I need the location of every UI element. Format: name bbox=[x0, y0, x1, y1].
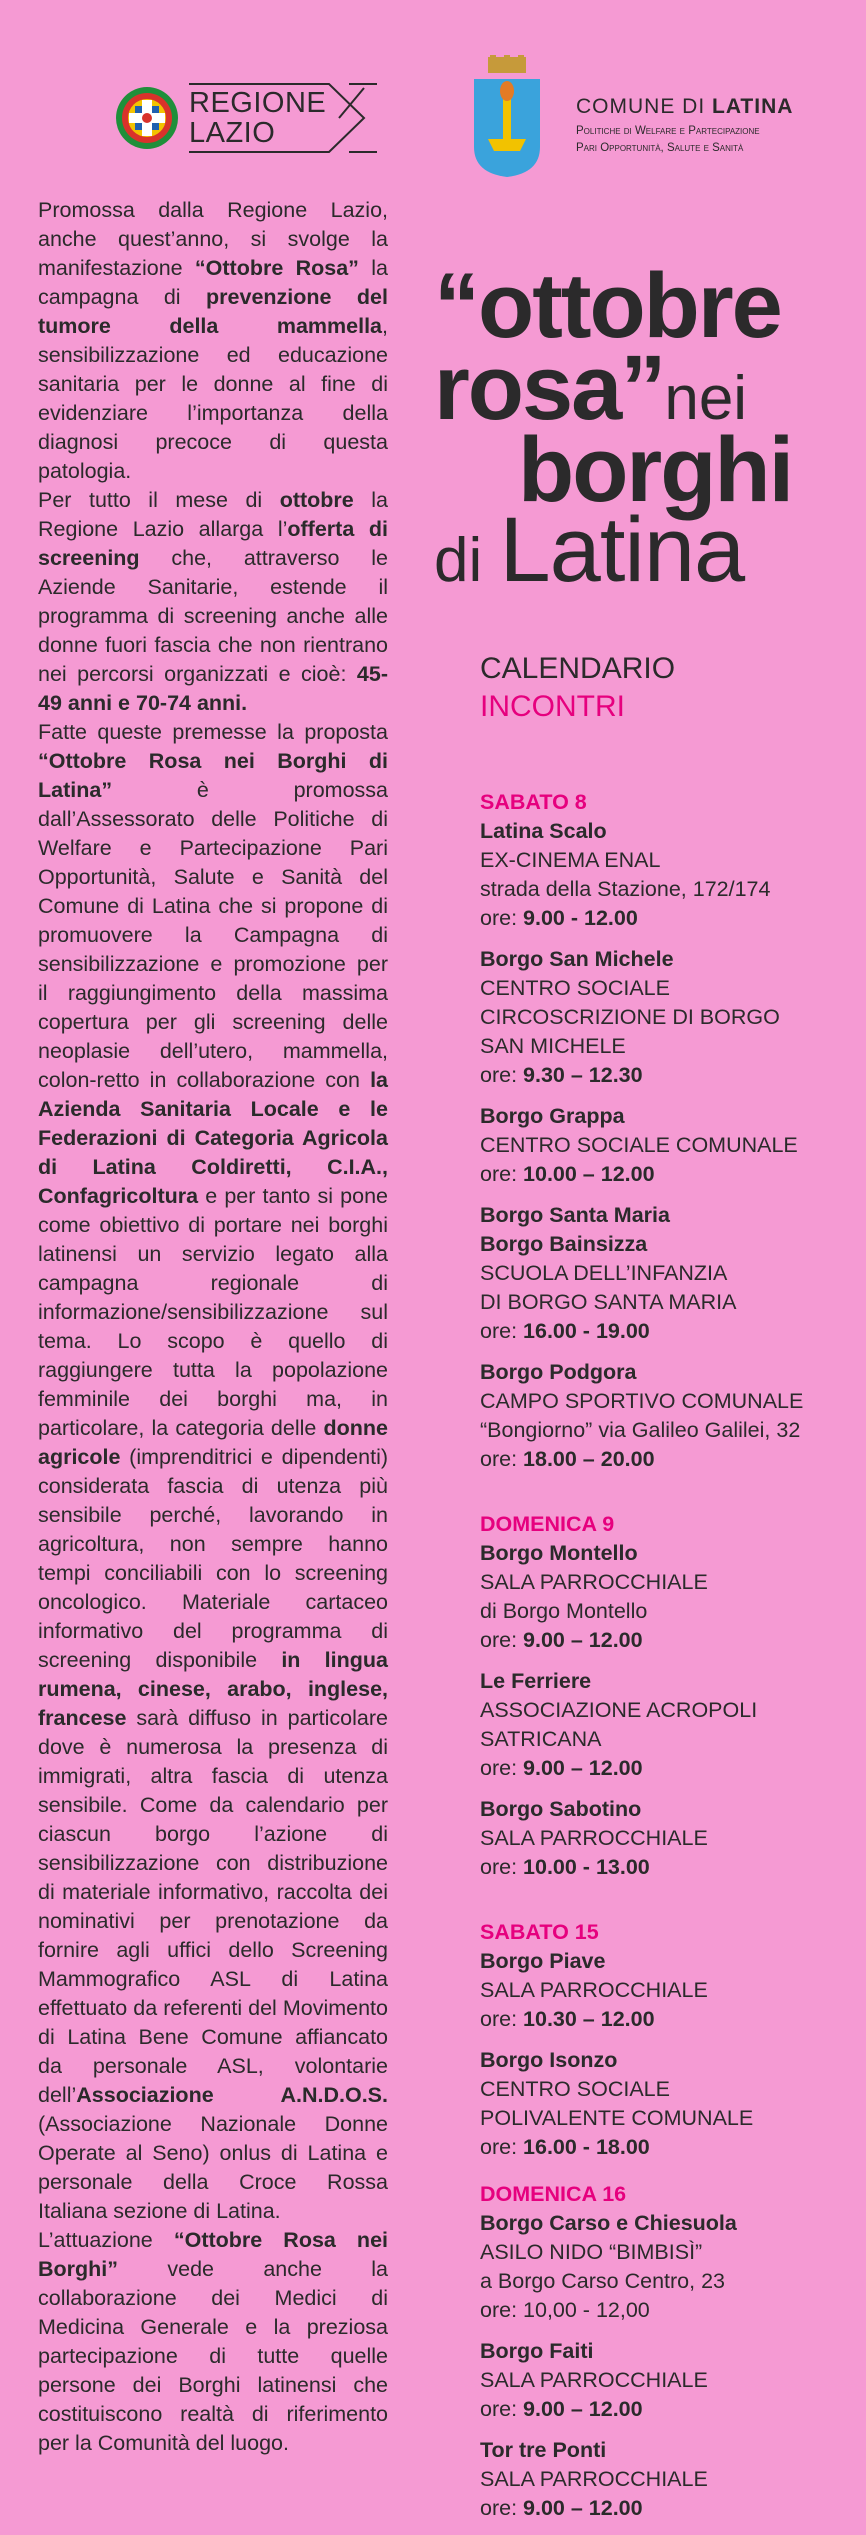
intro-paragraph-1 bbox=[38, 196, 388, 486]
calendar-event bbox=[480, 1795, 860, 1882]
event-hours-label: ore: bbox=[480, 1855, 524, 1879]
event-venue-line: CENTRO SOCIALE COMUNALE bbox=[480, 1133, 798, 1157]
event-venue-line: POLIVALENTE COMUNALE bbox=[480, 2106, 754, 2130]
intro-text-run: Per tutto il mese di bbox=[38, 488, 280, 512]
title-nei: nei bbox=[664, 364, 748, 433]
intro-bold-text: “Ottobre Rosa nei Borghi di Latina” bbox=[38, 749, 388, 802]
regione-lazio-emblem-icon bbox=[113, 84, 181, 152]
event-location-name: Borgo Santa Maria bbox=[480, 1203, 670, 1227]
event-location-name: Le Ferriere bbox=[480, 1669, 592, 1693]
event-hours-value: 9.00 – 12.00 bbox=[523, 2496, 643, 2520]
intro-paragraph-2 bbox=[38, 486, 388, 718]
intro-text-run: (imprenditrici e dipendenti) considerata fascia di utenza più sensibile perché, lavorando in agricoltura, non sempre hanno tempi conciliabili con lo screening oncologico. Materiale cartaceo informativo del programma di screening disponibile bbox=[38, 1445, 388, 1672]
title-di: di bbox=[434, 526, 500, 595]
calendar-event bbox=[480, 1667, 860, 1783]
event-hours-value: 9.30 – 12.30 bbox=[523, 1063, 643, 1087]
intro-text-run: , sensibilizzazione ed educazione sanitaria per le donne al fine di evidenziare l’importanza della diagnosi precoce di questa patologia. bbox=[38, 314, 388, 483]
intro-text-run: vede anche la collaborazione dei Medici di Medicina Generale e la preziosa partecipazione di tutte quelle persone dei Borghi latinensi che costituiscono realtà di riferimento per la Comunità del luogo. bbox=[38, 2257, 388, 2455]
event-hours bbox=[480, 2296, 860, 2325]
event-hours-label: ore: bbox=[480, 1756, 524, 1780]
intro-text-run: e per tanto si pone come obiettivo di portare nei borghi latinensi un servizio legato alla campagna regionale di informazione/sensibilizzazione sul tema. Lo scopo è quello di raggiungere tutta la popolazione femminile dei borghi ma, in particolare, la categoria delle bbox=[38, 1184, 388, 1440]
event-hours bbox=[480, 1061, 860, 1090]
event-hours-value: 9.00 - 12.00 bbox=[523, 906, 638, 930]
event-hours-label: ore: bbox=[480, 1063, 524, 1087]
event-venue-line: SALA PARROCCHIALE bbox=[480, 2368, 708, 2392]
event-location-name: Borgo Montello bbox=[480, 1541, 638, 1565]
event-hours-label: ore: bbox=[480, 2135, 524, 2159]
intro-bold-text: in lingua rumena, cinese, arabo, inglese, francese bbox=[38, 1648, 388, 1730]
intro-bold-text: “Ottobre Rosa nei Borghi” bbox=[38, 2228, 388, 2281]
department-line-2: Pari Opportunità, Salute e Sanità bbox=[576, 142, 744, 154]
event-hours-label: ore: bbox=[480, 2007, 524, 2031]
calendar-day-heading: SABATO 8 bbox=[480, 790, 587, 814]
comune-latina-crest-icon bbox=[470, 55, 544, 180]
intro-text-run: (Associazione Nazionale Donne Operate al Seno) onlus di Latina e personale della Croce Rossa Italiana sezione di Latina. bbox=[38, 2112, 388, 2223]
event-hours bbox=[480, 1853, 860, 1882]
intro-text-run: sarà diffuso in particolare dove è numerosa la presenza di immigrati, altra fascia di utenza sensibile. Come da calendario per ciascun borgo l’azione di sensibilizzazione con distribuzione di materiale informativo, raccolta dei nominativi per prenotazione da fornire agli uffici dello Screening Mammografico ASL di Latina effettuato da referenti del Movimento di Latina Bene Comune affiancato da personale ASL, volontarie dell’ bbox=[38, 1706, 388, 2107]
event-hours-label: ore: bbox=[480, 1447, 524, 1471]
event-hours bbox=[480, 1317, 860, 1346]
event-hours-label: ore: bbox=[480, 2496, 524, 2520]
lazio-label: LAZIO bbox=[189, 117, 276, 149]
intro-paragraph-3 bbox=[38, 718, 388, 2226]
regione-label: REGIONE bbox=[189, 87, 327, 119]
event-hours-label: ore: bbox=[480, 1319, 524, 1343]
intro-text bbox=[38, 196, 388, 2458]
event-hours-label: ore: bbox=[480, 2298, 524, 2322]
intro-text-run: che, attraverso le Aziende Sanitarie, estende il programma di screening anche alle donne fuori fascia che non rientrano nei percorsi organizzati e cioè: bbox=[38, 546, 388, 686]
latina-label: LATINA bbox=[712, 95, 794, 118]
lazio-swoosh-icon bbox=[189, 82, 379, 154]
event-venue-line: di Borgo Montello bbox=[480, 1599, 648, 1623]
event-location-name: Borgo San Michele bbox=[480, 947, 674, 971]
comune-latina-name bbox=[576, 95, 793, 119]
event-location-name: Borgo Piave bbox=[480, 1949, 606, 1973]
regione-lazio-wordmark bbox=[189, 88, 366, 148]
calendar-event bbox=[480, 817, 860, 933]
calendar-event bbox=[480, 1947, 860, 2034]
department-line-1: Politiche di Welfare e Partecipazione bbox=[576, 125, 760, 137]
event-hours-value: 9.00 – 12.00 bbox=[523, 1628, 643, 1652]
comune-latina-department bbox=[576, 123, 760, 157]
event-hours-label: ore: bbox=[480, 1628, 524, 1652]
event-hours-label: ore: bbox=[480, 906, 524, 930]
intro-bold-text: “Ottobre Rosa” bbox=[194, 256, 359, 280]
calendar-day-heading: SABATO 15 bbox=[480, 1920, 599, 1944]
calendar-event bbox=[480, 2209, 860, 2325]
calendar-event bbox=[480, 1539, 860, 1655]
intro-text-run: L’attuazione bbox=[38, 2228, 174, 2252]
intro-text-run: la campagna di bbox=[38, 256, 388, 309]
calendar-heading-line-1: CALENDARIO bbox=[480, 652, 676, 685]
event-venue-line: CENTRO SOCIALE bbox=[480, 2077, 670, 2101]
intro-bold-text: ottobre bbox=[279, 488, 354, 512]
intro-bold-text: la Azienda Sanitaria Locale e le Federazioni di Categoria Agricola di Latina Coldiretti, C.I.A., Confagricoltura bbox=[38, 1068, 388, 1208]
title-rosa: rosa” bbox=[434, 337, 665, 439]
event-venue-line: SAN MICHELE bbox=[480, 1034, 626, 1058]
intro-text-run: Promossa dalla Regione Lazio, anche quest’anno, si svolge la manifestazione bbox=[38, 198, 388, 280]
calendar-event bbox=[480, 2436, 860, 2523]
event-hours bbox=[480, 1626, 860, 1655]
event-location-name: Borgo Podgora bbox=[480, 1360, 637, 1384]
calendar-event bbox=[480, 2046, 860, 2162]
intro-bold-text: offerta di screening bbox=[38, 517, 388, 570]
event-hours bbox=[480, 1754, 860, 1783]
calendar-day-heading: DOMENICA 9 bbox=[480, 1512, 615, 1536]
event-location-name: Borgo Grappa bbox=[480, 1104, 625, 1128]
event-hours-value: 18.00 – 20.00 bbox=[523, 1447, 655, 1471]
calendar-heading-line-2: INCONTRI bbox=[480, 690, 625, 723]
calendar-event bbox=[480, 945, 860, 1090]
event-hours-value: 10,00 - 12,00 bbox=[523, 2298, 650, 2322]
event-venue-line: ASILO NIDO “BIMBISÌ” bbox=[480, 2240, 703, 2264]
event-venue-line: EX-CINEMA ENAL bbox=[480, 848, 661, 872]
title-line-1: “ottobre bbox=[434, 255, 781, 357]
event-hours-value: 9.00 – 12.00 bbox=[523, 2397, 643, 2421]
event-location-name: Borgo Isonzo bbox=[480, 2048, 618, 2072]
event-venue-line: strada della Stazione, 172/174 bbox=[480, 877, 771, 901]
event-hours bbox=[480, 2395, 860, 2424]
event-hours-label: ore: bbox=[480, 1162, 524, 1186]
event-location-name: Borgo Carso e Chiesuola bbox=[480, 2211, 737, 2235]
event-hours-value: 16.00 - 18.00 bbox=[523, 2135, 650, 2159]
event-hours bbox=[480, 2133, 860, 2162]
event-venue-line: SALA PARROCCHIALE bbox=[480, 1978, 708, 2002]
event-hours bbox=[480, 2494, 860, 2523]
intro-paragraph-4 bbox=[38, 2226, 388, 2458]
comune-di-label: COMUNE DI bbox=[576, 95, 712, 118]
event-location-name: Borgo Faiti bbox=[480, 2339, 594, 2363]
event-hours bbox=[480, 1160, 860, 1189]
event-venue-line: SALA PARROCCHIALE bbox=[480, 2467, 708, 2491]
event-hours-value: 10.00 - 13.00 bbox=[523, 1855, 650, 1879]
event-venue-line: CIRCOSCRIZIONE DI BORGO bbox=[480, 1005, 780, 1029]
event-venue-line: CAMPO SPORTIVO COMUNALE bbox=[480, 1389, 804, 1413]
intro-text-run: è promossa dall’Assessorato delle Politiche di Welfare e Partecipazione Pari Opportunità, Salute e Sanità del Comune di Latina che si propone di promuovere la Campagna di sensibilizzazione e promozione per il raggiungimento della massima copertura per gli screening delle neoplasie dell’utero, mammella, colon-retto in collaborazione con bbox=[38, 778, 388, 1092]
event-location-name: Latina Scalo bbox=[480, 819, 607, 843]
event-venue-line: ASSOCIAZIONE ACROPOLI bbox=[480, 1698, 758, 1722]
event-hours bbox=[480, 2005, 860, 2034]
event-hours-value: 9.00 – 12.00 bbox=[523, 1756, 643, 1780]
event-location-name: Borgo Bainsizza bbox=[480, 1232, 648, 1256]
event-hours bbox=[480, 904, 860, 933]
calendar-event bbox=[480, 1102, 860, 1189]
title-latina: Latina bbox=[499, 499, 745, 601]
calendar-list bbox=[480, 788, 860, 2535]
event-venue-line: a Borgo Carso Centro, 23 bbox=[480, 2269, 725, 2293]
calendar-day-heading: DOMENICA 16 bbox=[480, 2182, 627, 2206]
title-line-4 bbox=[434, 499, 745, 607]
intro-bold-text: prevenzione del tumore della mammella bbox=[38, 285, 388, 338]
intro-text-run: la Regione Lazio allarga l’ bbox=[38, 488, 388, 541]
intro-bold-text: 45-49 anni e 70-74 anni. bbox=[38, 662, 388, 715]
intro-bold-text: donne agricole bbox=[38, 1416, 388, 1469]
intro-bold-text: Associazione A.N.D.O.S. bbox=[76, 2083, 388, 2107]
regione-lazio-logo bbox=[113, 78, 381, 158]
event-hours-value: 10.30 – 12.00 bbox=[523, 2007, 655, 2031]
event-location-name: Tor tre Ponti bbox=[480, 2438, 607, 2462]
intro-text-run: Fatte queste premesse la proposta bbox=[38, 720, 388, 744]
event-venue-line: CENTRO SOCIALE bbox=[480, 976, 670, 1000]
event-venue-line: SALA PARROCCHIALE bbox=[480, 1570, 708, 1594]
calendar-event bbox=[480, 1358, 860, 1474]
calendar-heading bbox=[480, 650, 675, 726]
title-line-3: borghi bbox=[518, 419, 793, 521]
event-hours-value: 16.00 - 19.00 bbox=[523, 1319, 650, 1343]
event-venue-line: SCUOLA DELL’INFANZIA bbox=[480, 1261, 728, 1285]
calendar-event bbox=[480, 2337, 860, 2424]
event-location-name: Borgo Sabotino bbox=[480, 1797, 642, 1821]
event-venue-line: DI BORGO SANTA MARIA bbox=[480, 1290, 737, 1314]
calendar-event bbox=[480, 1201, 860, 1346]
comune-latina-logo bbox=[470, 55, 830, 180]
event-venue-line: “Bongiorno” via Galileo Galilei, 32 bbox=[480, 1418, 801, 1442]
event-hours bbox=[480, 1445, 860, 1474]
event-hours-value: 10.00 – 12.00 bbox=[523, 1162, 655, 1186]
event-venue-line: SALA PARROCCHIALE bbox=[480, 1826, 708, 1850]
event-hours-label: ore: bbox=[480, 2397, 524, 2421]
event-venue-line: SATRICANA bbox=[480, 1727, 602, 1751]
